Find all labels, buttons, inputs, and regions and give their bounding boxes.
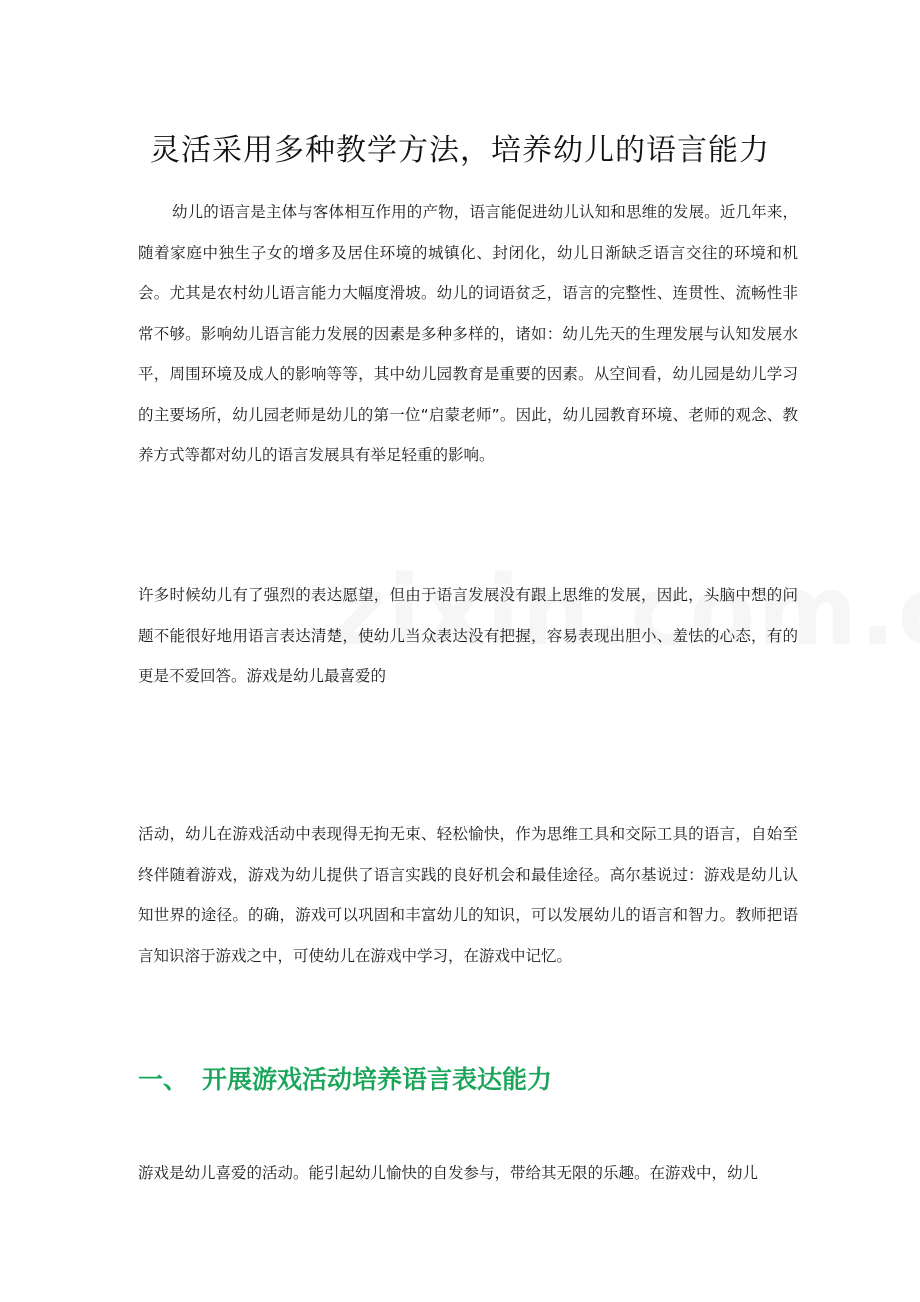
paragraph-game-activity: 活动，幼儿在游戏活动中表现得无拘无束、轻松愉快，作为思维工具和交际工具的语言，自始至终伴随着游戏，游戏为幼儿提供了语言实践的良好机会和最佳途径。高尔基说过：游戏是幼儿认知世界的途径。的确，游戏可以巩固和丰富幼儿的知识，可以发展幼儿的语言和智力。教师把语言知识溶于游戏之中，可使幼儿在游戏中学习，在游戏中记忆。 — [138, 825, 798, 965]
paragraph-intro: 幼儿的语言是主体与客体相互作用的产物，语言能促进幼儿认知和思维的发展。近几年来，随着家庭中独生子女的增多及居住环境的城镇化、封闭化，幼儿日渐缺乏语言交往的环境和机会。尤其是农村幼儿语言能力大幅度滑坡。幼儿的词语贫乏，语言的完整性、连贯性、流畅性非常不够。影响幼儿语言能力发展的因素是多种多样的，诸如：幼儿先天的生理发展与认知发展水平，周围环境及成人的影响等等，其中幼儿园教育是重要的因素。从空间看，幼儿园是幼儿学习的主要场所，幼儿园老师是幼儿的第一位“启蒙老师”。因此，幼儿园教育环境、老师的观念、教养方式等都对幼儿的语言发展具有举足轻重的影响。 — [138, 203, 798, 464]
document-title: 灵活采用多种教学方法，培养幼儿的语言能力 — [150, 133, 770, 168]
paragraph-expression-wish: 许多时候幼儿有了强烈的表达愿望，但由于语言发展没有跟上思维的发展，因此，头脑中想的问题不能很好地用语言表达清楚，使幼儿当众表达没有把握，容易表现出胆小、羞怯的心态，有的更是不爱回答。游戏是幼儿最喜爱的 — [138, 586, 798, 685]
section-heading — [138, 1058, 552, 1102]
section-number: 一、 — [138, 1065, 189, 1094]
section-heading-text: 开展游戏活动培养语言表达能力 — [202, 1065, 553, 1094]
paragraph-game-favorite: 游戏是幼儿喜爱的活动。能引起幼儿愉快的自发参与，带给其无限的乐趣。在游戏中，幼儿 — [138, 1164, 759, 1182]
